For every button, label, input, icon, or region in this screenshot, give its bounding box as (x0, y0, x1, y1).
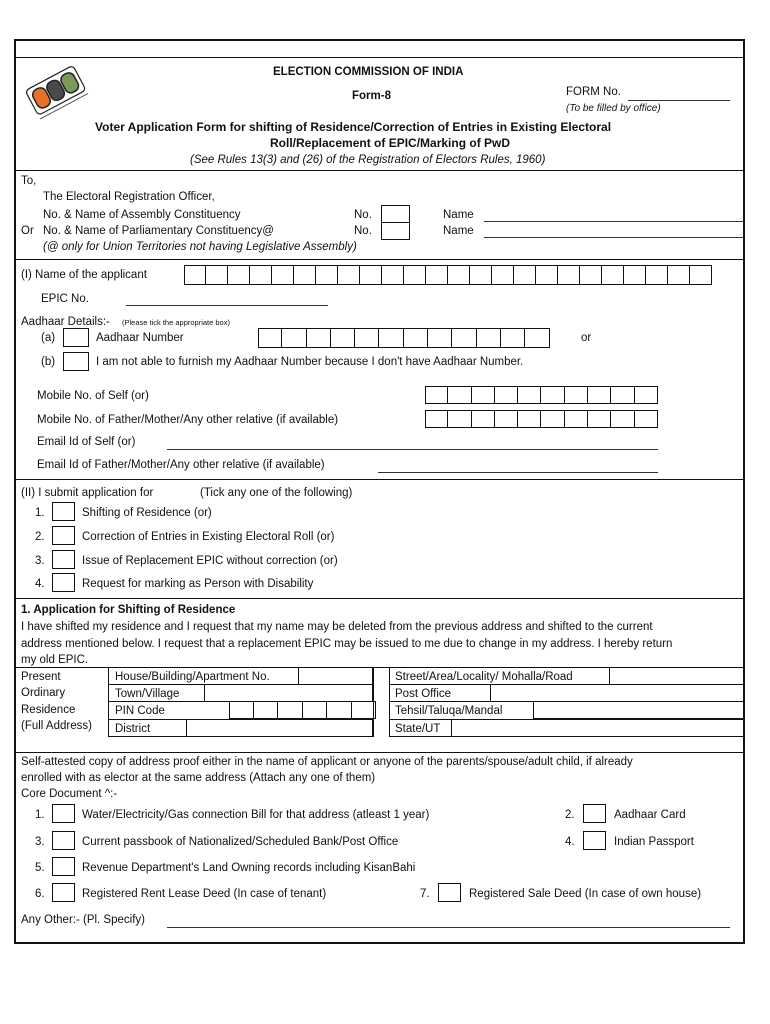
doc-rent-deed-checkbox[interactable] (52, 883, 75, 902)
doc-label: Indian Passport (614, 836, 694, 848)
state-label: State/UT (395, 723, 441, 735)
divider (14, 752, 745, 753)
aadhaar-number-input[interactable] (258, 328, 550, 348)
divider (14, 170, 745, 171)
parliament-no-label: No. (354, 225, 372, 237)
district-label: District (115, 723, 151, 735)
doc-aadhaar-checkbox[interactable] (583, 804, 606, 823)
doc-num: 1. (35, 809, 45, 821)
present-label: (Full Address) (21, 720, 92, 732)
parliament-no-input[interactable] (381, 222, 410, 240)
correction-checkbox[interactable] (52, 526, 75, 545)
doc-sale-deed-checkbox[interactable] (438, 883, 461, 902)
street-input[interactable] (609, 667, 744, 685)
assembly-name-input[interactable] (484, 221, 744, 222)
option-num: 4. (35, 578, 45, 590)
divider (14, 479, 745, 480)
option-num: 1. (35, 507, 45, 519)
applicant-name-label: (I) Name of the applicant (21, 269, 147, 281)
email-relative-input[interactable] (378, 472, 658, 473)
divider (14, 598, 745, 599)
aadhaar-option-b-checkbox[interactable] (63, 352, 89, 371)
email-relative-label: Email Id of Father/Mother/Any other relative (if available) (37, 459, 325, 471)
doc-num: 2. (565, 809, 575, 821)
option-label: Shifting of Residence (or) (82, 507, 212, 519)
mobile-relative-input[interactable] (425, 410, 658, 428)
tehsil-label: Tehsil/Taluqa/Mandal (395, 705, 503, 717)
district-input[interactable] (186, 719, 373, 737)
doc-passport-checkbox[interactable] (583, 831, 606, 850)
present-label: Present (21, 671, 61, 683)
rules-note: (See Rules 13(3) and (26) of the Registration of Electors Rules, 1960) (190, 154, 546, 166)
purpose-hint: (Tick any one of the following) (200, 487, 353, 499)
assembly-label: No. & Name of Assembly Constituency (43, 209, 241, 221)
form-no-label: FORM No. (566, 86, 621, 98)
shifting-checkbox[interactable] (52, 502, 75, 521)
form-number-title: Form-8 (352, 90, 391, 102)
doc-label: Registered Rent Lease Deed (In case of tenant) (82, 888, 327, 900)
option-a-label: (a) (41, 332, 56, 344)
docs-intro: enrolled with as elector at the same address (Attach any one of them) (21, 772, 376, 784)
option-b-label: (b) (41, 356, 56, 368)
to-label: To, (21, 175, 37, 187)
epic-input[interactable] (126, 305, 328, 306)
no-aadhaar-label: I am not able to furnish my Aadhaar Number because I don't have Aadhaar Number. (96, 356, 524, 368)
aadhaar-details-label: Aadhaar Details:- (21, 316, 110, 328)
doc-label: Registered Sale Deed (In case of own house) (469, 888, 702, 900)
parliament-label: No. & Name of Parliamentary Constituency@ (43, 225, 274, 237)
aadhaar-option-a-checkbox[interactable] (63, 328, 89, 347)
post-office-input[interactable] (490, 684, 744, 702)
doc-num: 4. (565, 836, 575, 848)
shifting-para: address mentioned below. I request that a replacement EPIC may be issued to me due to change in my address. I hereby return (21, 638, 673, 650)
form-title-line1: Voter Application Form for shifting of Residence/Correction of Entries in Existing Electoral (95, 120, 612, 134)
form-no-field[interactable] (628, 100, 730, 101)
pwd-checkbox[interactable] (52, 573, 75, 592)
house-input[interactable] (298, 667, 373, 685)
assembly-name-label: Name (443, 209, 474, 221)
eci-logo-icon (22, 64, 92, 122)
or-label: or (581, 332, 592, 344)
replacement-epic-checkbox[interactable] (52, 550, 75, 569)
form-title-line2: Roll/Replacement of EPIC/Marking of PwD (270, 136, 511, 150)
present-label: Ordinary (21, 687, 66, 699)
shifting-para: I have shifted my residence and I request that my name may be deleted from the previous address and shifted to the current (21, 621, 653, 633)
ut-note: (@ only for Union Territories not having Legislative Assembly) (43, 241, 357, 253)
docs-intro: Self-attested copy of address proof either in the name of applicant or anyone of the parents/spouse/adult child, if already (21, 756, 633, 768)
assembly-no-label: No. (354, 209, 372, 221)
doc-land-records-checkbox[interactable] (52, 857, 75, 876)
town-input[interactable] (204, 684, 373, 702)
option-label: Issue of Replacement EPIC without correction (or) (82, 555, 338, 567)
option-num: 2. (35, 531, 45, 543)
email-self-label: Email Id of Self (or) (37, 436, 136, 448)
email-self-input[interactable] (167, 449, 658, 450)
mobile-self-input[interactable] (425, 386, 658, 404)
doc-label: Water/Electricity/Gas connection Bill for that address (atleast 1 year) (82, 809, 430, 821)
office-note: (To be filled by office) (566, 103, 661, 114)
doc-bill-checkbox[interactable] (52, 804, 75, 823)
post-office-label: Post Office (395, 688, 452, 700)
doc-label: Aadhaar Card (614, 809, 686, 821)
tehsil-input[interactable] (533, 701, 744, 719)
org-title: ELECTION COMMISSION OF INDIA (273, 66, 464, 78)
pin-input[interactable] (229, 701, 376, 719)
house-label: House/Building/Apartment No. (115, 671, 270, 683)
option-label: Correction of Entries in Existing Electoral Roll (or) (82, 531, 335, 543)
shifting-heading: 1. Application for Shifting of Residence (21, 604, 236, 616)
divider (14, 259, 745, 260)
parliament-name-label: Name (443, 225, 474, 237)
or-label: Or (21, 225, 34, 237)
any-other-label: Any Other:- (Pl. Specify) (21, 914, 145, 926)
parliament-name-input[interactable] (484, 237, 744, 238)
core-document-label: Core Document ^:- (21, 788, 118, 800)
shifting-para: my old EPIC. (21, 654, 89, 666)
option-label: Request for marking as Person with Disability (82, 578, 314, 590)
town-label: Town/Village (115, 688, 180, 700)
option-num: 3. (35, 555, 45, 567)
aadhaar-number-label: Aadhaar Number (96, 332, 184, 344)
ero-label: The Electoral Registration Officer, (43, 191, 215, 203)
doc-num: 3. (35, 836, 45, 848)
assembly-no-input[interactable] (381, 205, 410, 223)
pin-label: PIN Code (115, 705, 165, 717)
purpose-label: (II) I submit application for (21, 487, 154, 499)
aadhaar-hint: (Please tick the appropriate box) (122, 318, 230, 327)
applicant-name-input[interactable] (184, 265, 712, 285)
doc-label: Current passbook of Nationalized/Scheduled Bank/Post Office (82, 836, 399, 848)
top-rule (14, 57, 745, 58)
mobile-self-label: Mobile No. of Self (or) (37, 390, 149, 402)
mobile-relative-label: Mobile No. of Father/Mother/Any other relative (if available) (37, 414, 339, 426)
epic-label: EPIC No. (41, 293, 89, 305)
state-input[interactable] (451, 719, 744, 737)
doc-num: 7. (420, 888, 430, 900)
street-label: Street/Area/Locality/ Mohalla/Road (395, 671, 573, 683)
present-label: Residence (21, 704, 76, 716)
doc-passbook-checkbox[interactable] (52, 831, 75, 850)
doc-num: 5. (35, 862, 45, 874)
any-other-input[interactable] (167, 927, 730, 928)
doc-label: Revenue Department's Land Owning records including KisanBahi (82, 862, 416, 874)
doc-num: 6. (35, 888, 45, 900)
